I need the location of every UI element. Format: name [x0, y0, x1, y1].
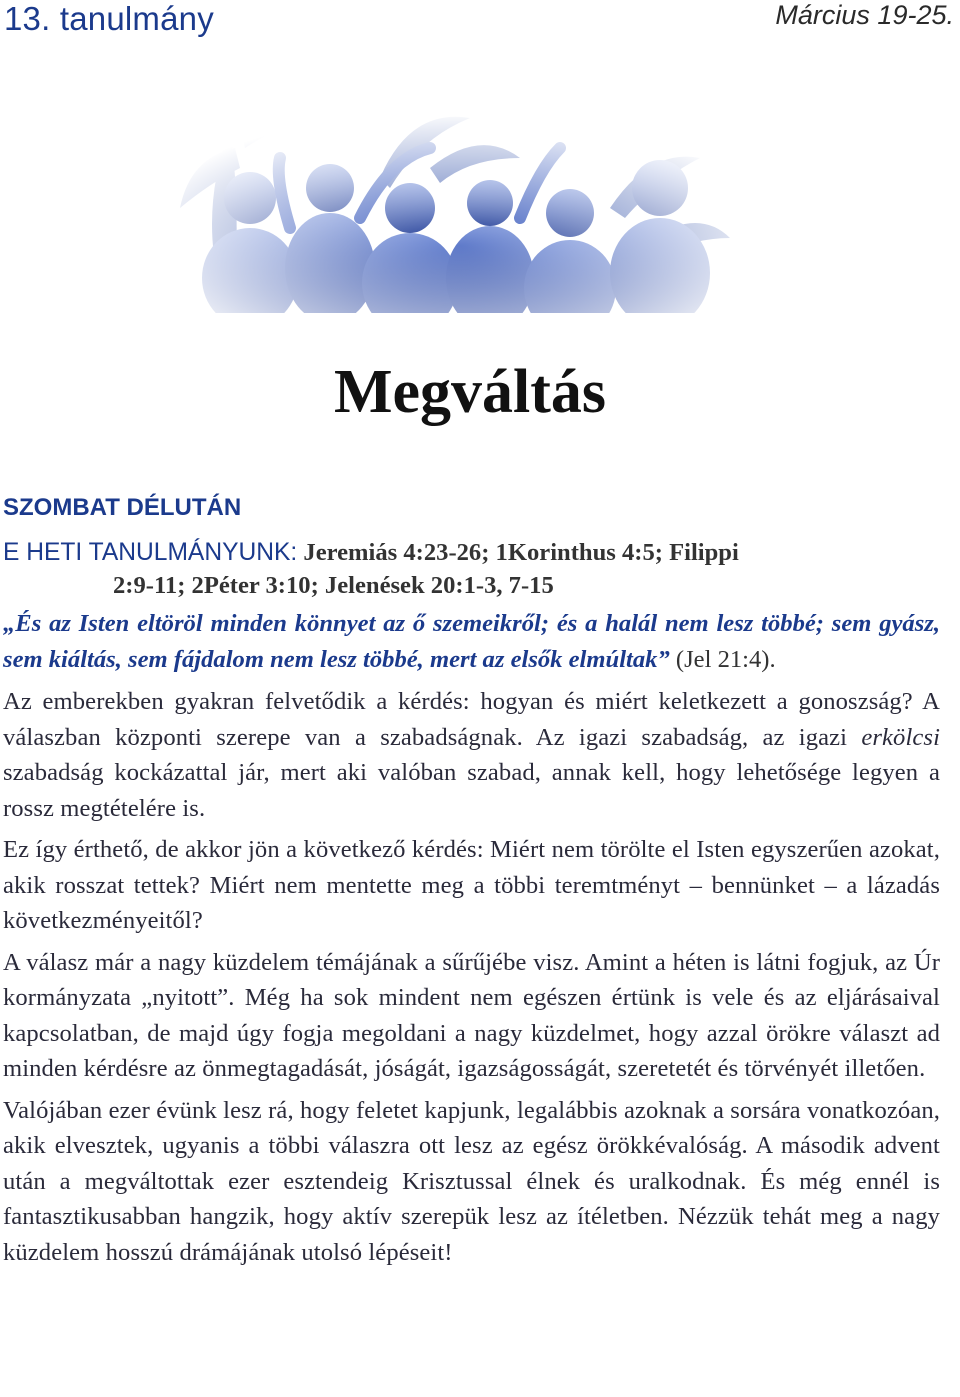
weekly-study-refs [3, 536, 940, 602]
weekly-study-refs-line1: Jeremiás 4:23-26; 1Korinthus 4:5; Filippi [303, 539, 739, 566]
paragraph-2: Ez így érthető, de akkor jön a következő kérdés: Miért nem törölte el Isten egyszerűen azokat, akik rosszat tettek? Miért nem mentette meg a többi teremtményt – bennünket – a lázadás következményeitől? [3, 836, 940, 934]
lesson-number: 13. tanulmány [4, 0, 214, 37]
section-heading: SZOMBAT DÉLUTÁN [3, 494, 242, 521]
lesson-title: Megváltás [333, 358, 607, 426]
weekly-study-label: E HETI TANULMÁNYUNK: [3, 539, 298, 566]
weekly-study-refs-line2: 2:9-11; 2Péter 3:10; Jelenések 20:1-3, 7-15 [113, 572, 554, 599]
worship-crowd-illustration [180, 88, 740, 313]
paragraph-1-part-b: szabadság kockázattal jár, mert aki valóban szabad, annak kell, hogy lehetősége legyen a rossz megtételére is. [3, 759, 940, 822]
memory-text [3, 606, 940, 678]
paragraph-1 [3, 684, 940, 826]
paragraph-1-part-a: Az emberekben gyakran felvetődik a kérdés: hogyan és miért keletkezett a gonoszság? A válaszban központi szerepe van a szabadságnak. Az igazi szabadság, az igazi [3, 688, 940, 751]
memory-verse: „És az Isten eltöröl minden könnyet az ő szemeikről; és a halál nem lesz többé; sem gyász, sem kiáltás, sem fájdalom nem lesz többé, mert az elsők elmúltak” [3, 610, 940, 673]
memory-verse-ref: (Jel 21:4). [675, 646, 776, 673]
paragraph-1-emphasis: erkölcsi [861, 723, 940, 751]
paragraph-4: Valójában ezer évünk lesz rá, hogy feletet kapjunk, legalábbis azoknak a sorsára vonatkozóan, akik elvesztek, ugyanis a többi válaszra ott lesz az egész örökkévalóság. A második advent után a megváltottak ezer esztendeig Krisztussal élnek és uralkodnak. És még ennél is fantasztikusabban hangzik, hogy aktív szerepük lesz az ítéletben. Nézzük tehát meg a nagy küzdelem hosszú drámájának utolsó lépéseit! [3, 1096, 940, 1266]
lesson-body [3, 490, 940, 1270]
paragraph-3: A válasz már a nagy küzdelem témájának a sűrűjébe visz. Amint a héten is látni fogjuk, az Úr kormányzata „nyitott”. Még ha sok mindent nem egészen értünk is vele és az eljárásaival kapcsolatban, de majd úgy fogja megoldani a nagy küzdelmet, hogy azzal örökre választ ad minden kérdésre az önmegtagadását, jóságát, igazságosságát, szeretetét és törvényét illetően. [3, 948, 940, 1082]
date-range: Március 19-25. [775, 0, 954, 30]
